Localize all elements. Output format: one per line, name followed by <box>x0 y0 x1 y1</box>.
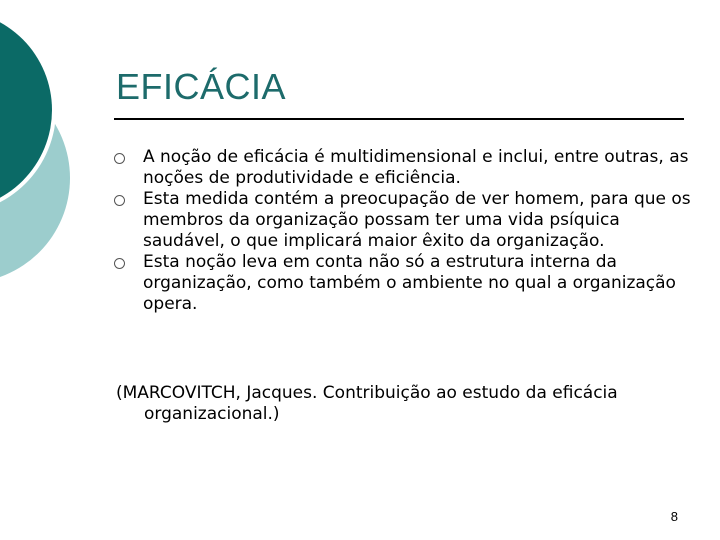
bullet-item <box>114 189 694 252</box>
bullet-circle-icon <box>114 153 125 164</box>
bullet-circle-icon <box>114 258 125 269</box>
page-number: 8 <box>670 509 678 524</box>
slide-title: EFICÁCIA <box>116 66 287 107</box>
bullet-text: A noção de eficácia é multidimensional e inclui, entre outras, as noções de produtividade e eficiência. <box>143 147 689 188</box>
bullet-text: Esta noção leva em conta não só a estrutura interna da organização, como também o ambiente no qual a organização opera. <box>143 252 676 314</box>
bullet-item <box>114 252 694 315</box>
citation: (MARCOVITCH, Jacques. Contribuição ao estudo da eficácia organizacional.) <box>116 383 618 424</box>
bullet-text: Esta medida contém a preocupação de ver homem, para que os membros da organização possam ter uma vida psíquica saudável, o que implicará maior êxito da organização. <box>143 189 691 251</box>
bullet-item <box>114 147 694 189</box>
bullet-circle-icon <box>114 195 125 206</box>
title-underline <box>114 118 684 120</box>
decorative-circles <box>0 0 120 300</box>
bullet-list <box>114 147 694 315</box>
